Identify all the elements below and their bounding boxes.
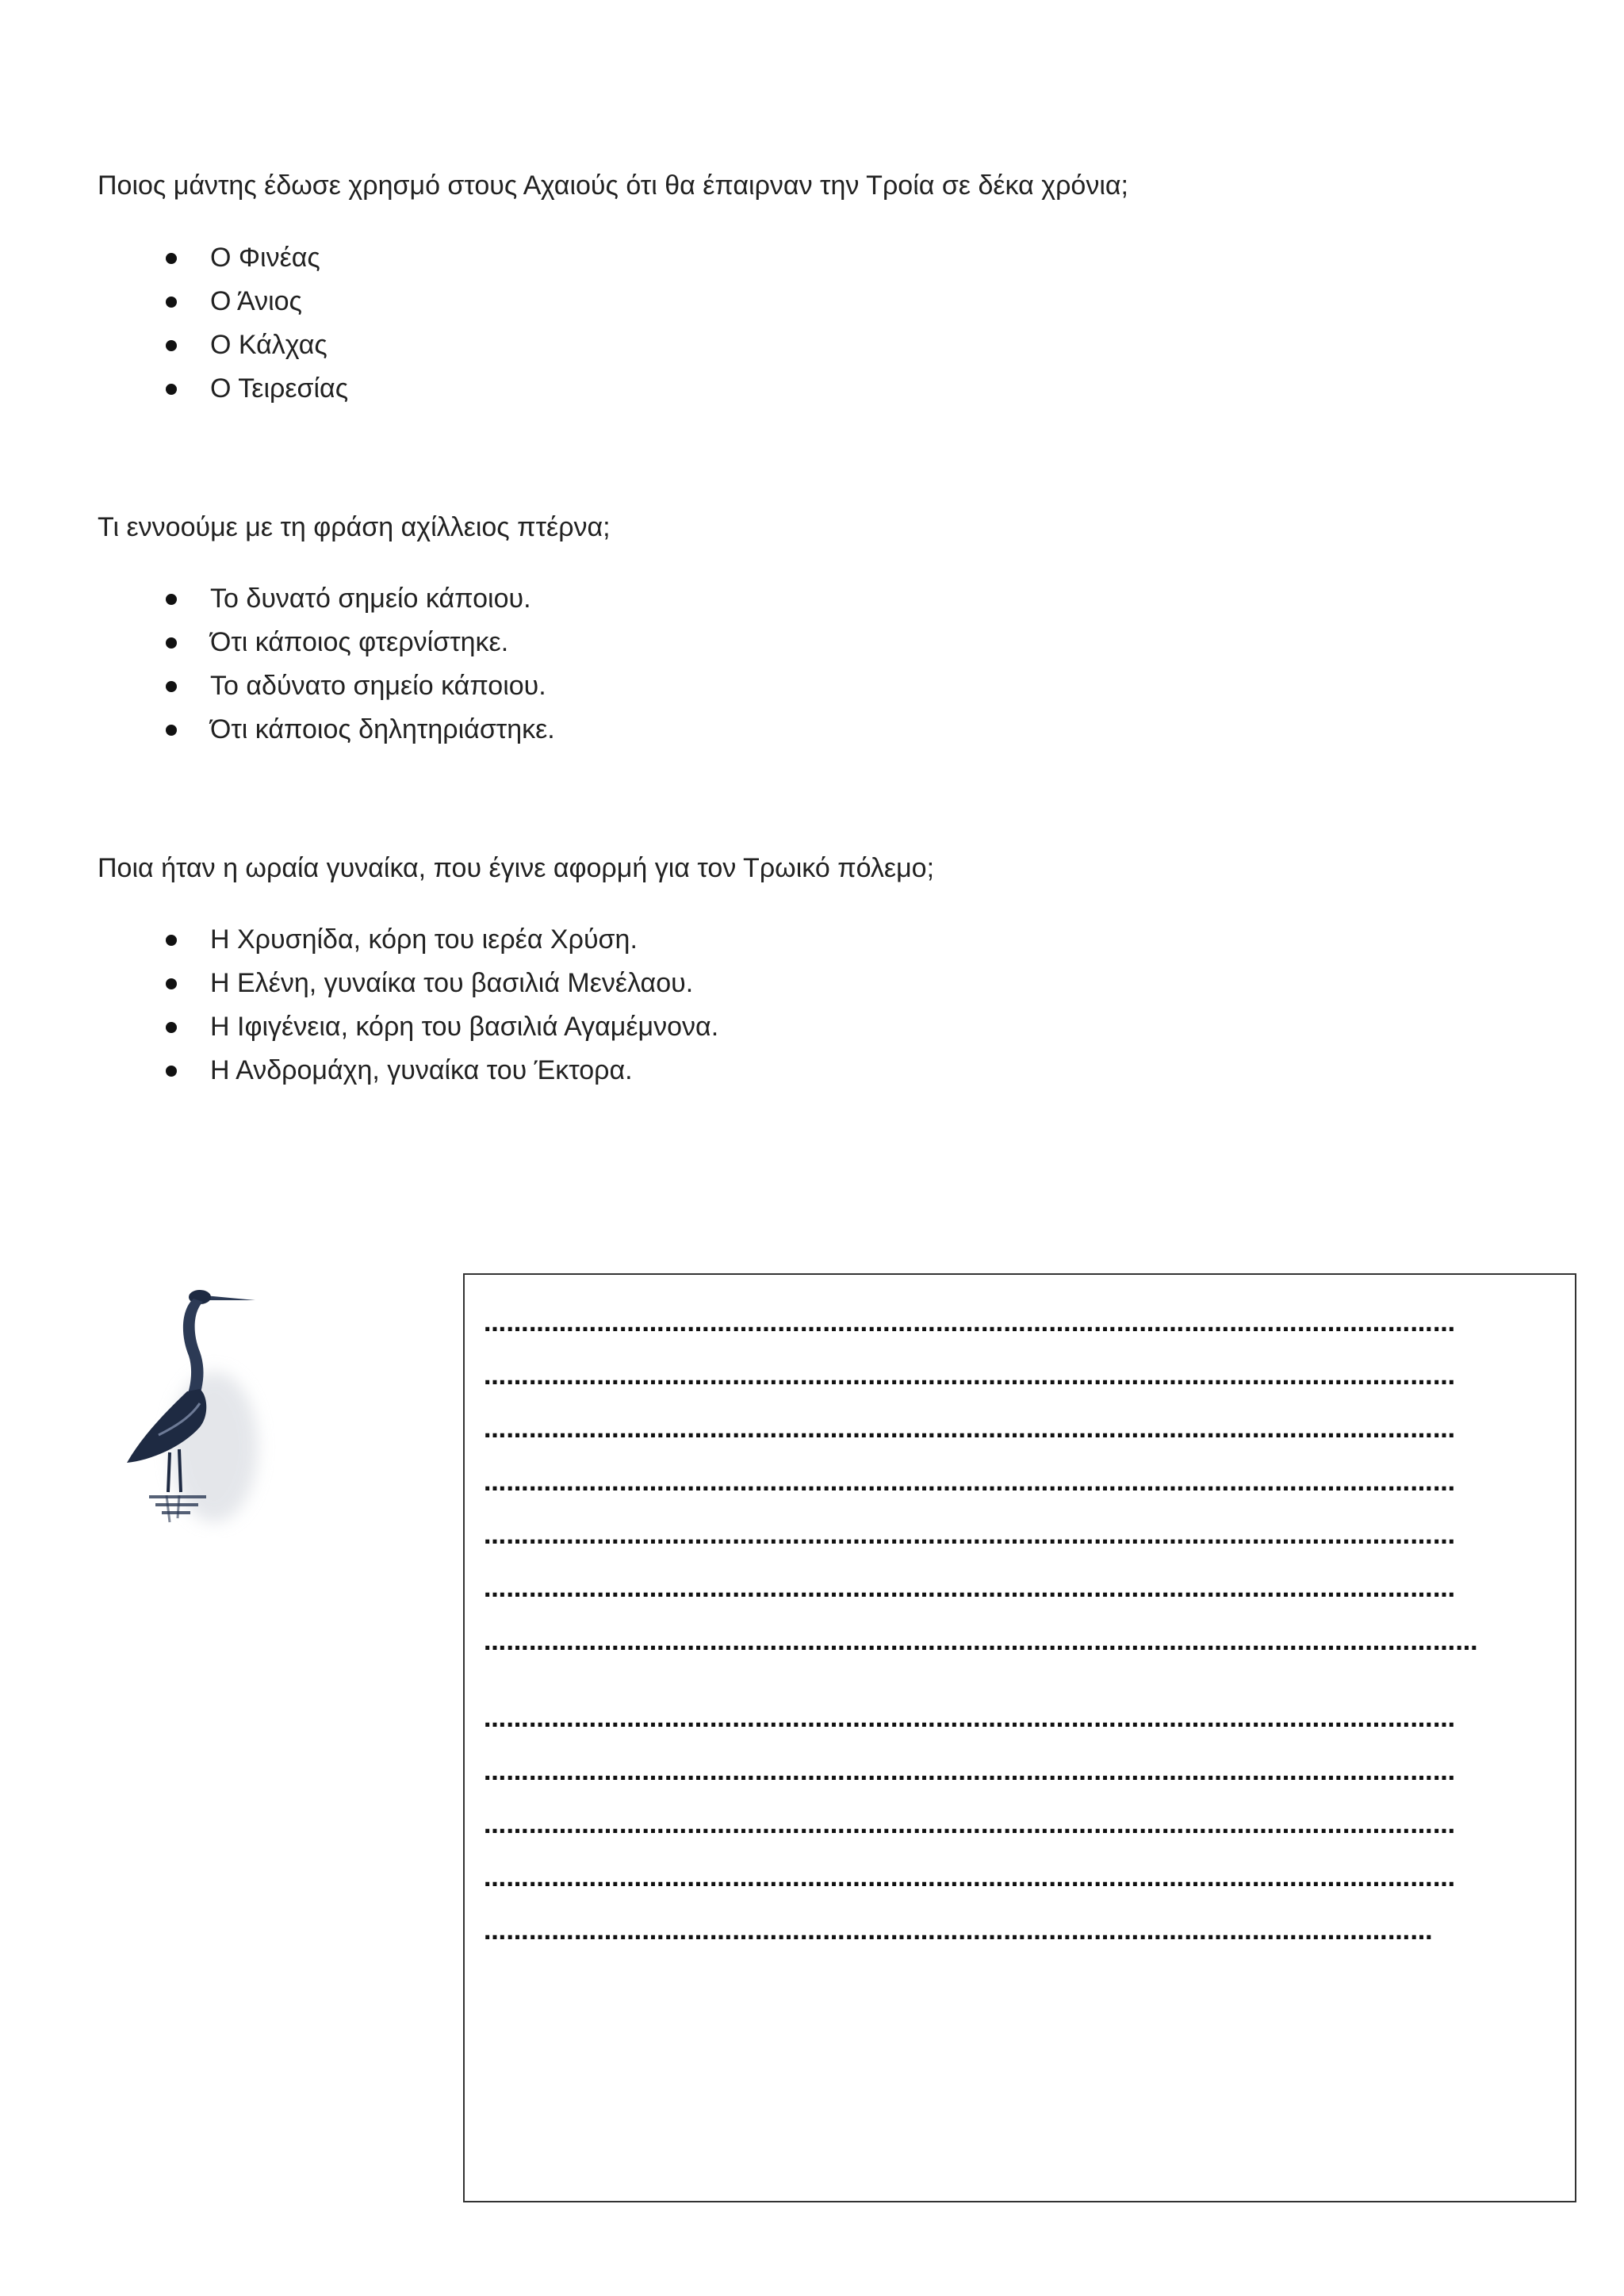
option-item — [163, 621, 555, 664]
writing-line: ………………………………………………………………………………………………………………… — [484, 1812, 1456, 1839]
option-item — [163, 962, 718, 1005]
writing-line: ………………………………………………………………………………………………………………… — [484, 1364, 1456, 1390]
writing-line: ………………………………………………………………………………………………………………… — [484, 1759, 1456, 1785]
option-item — [163, 708, 555, 752]
option-label: Η Ιφιγένεια, κόρη του βασιλιά Αγαμέμνονα. — [210, 1012, 719, 1042]
bullet-icon — [166, 978, 177, 989]
option-label: Η Ελένη, γυναίκα του βασιλιά Μενέλαου. — [210, 968, 694, 998]
bullet-icon — [166, 340, 177, 351]
question-3-options — [163, 918, 718, 1093]
bullet-icon — [166, 935, 177, 946]
bullet-icon — [166, 1022, 177, 1033]
option-label: Η Χρυσηίδα, κόρη του ιερέα Χρύση. — [210, 924, 638, 955]
option-item — [163, 236, 348, 280]
option-item — [163, 323, 348, 367]
answer-box — [463, 1273, 1576, 2202]
option-item — [163, 577, 555, 621]
bullet-icon — [166, 297, 177, 308]
question-1: Ποιος μάντης έδωσε χρησμό στους Αχαιούς ότι θα έπαιρναν την Τροία σε δέκα χρόνια; — [98, 170, 1128, 201]
bullet-icon — [166, 725, 177, 736]
heron-icon — [111, 1276, 301, 1538]
bullet-icon — [166, 594, 177, 605]
question-3: Ποια ήταν η ωραία γυναίκα, που έγινε αφορμή για τον Τρωικό πόλεμο; — [98, 853, 935, 883]
question-2-options — [163, 577, 555, 752]
option-label: Το αδύνατο σημείο κάποιου. — [210, 671, 546, 701]
writing-line: ………………………………………………………………………………………………………………… — [484, 1311, 1456, 1337]
question-1-options — [163, 236, 348, 411]
writing-line: ………………………………………………………………………………………………………………… — [484, 1470, 1456, 1496]
option-item — [163, 664, 555, 708]
writing-line: ………………………………………………………………………………………………………………… — [484, 1417, 1456, 1443]
bullet-icon — [166, 384, 177, 395]
option-item — [163, 918, 718, 962]
bullet-icon — [166, 1066, 177, 1077]
option-item — [163, 1049, 718, 1093]
bullet-icon — [166, 253, 177, 264]
option-item — [163, 280, 348, 323]
option-label: Ο Φινέας — [210, 243, 320, 273]
bullet-icon — [166, 637, 177, 649]
writing-line: ………………………………………………………………………………………………………………… — [484, 1576, 1456, 1602]
writing-line: ………………………………………………………………………………………………………………… — [484, 1706, 1456, 1732]
option-item — [163, 367, 348, 411]
option-label: Ότι κάποιος δηλητηριάστηκε. — [210, 714, 555, 744]
writing-line: ………………………………………………………………………………………………………………… — [484, 1523, 1456, 1549]
question-2: Τι εννοούμε με τη φράση αχίλλειος πτέρνα; — [98, 512, 611, 542]
option-label: Ο Άνιος — [210, 286, 302, 316]
writing-line: …………………………………………………………………………………………………………………… — [484, 1629, 1478, 1655]
option-label: Το δυνατό σημείο κάποιου. — [210, 584, 531, 614]
writing-line: ………………………………………………………………………………………………………………… — [484, 1866, 1456, 1892]
option-item — [163, 1005, 718, 1049]
writing-line: ……………………………………………………………………………………………………………… — [484, 1919, 1433, 1945]
option-label: Ο Κάλχας — [210, 330, 327, 360]
writing-lines — [484, 1297, 1478, 1958]
option-label: Η Ανδρομάχη, γυναίκα του Έκτορα. — [210, 1055, 633, 1085]
option-label: Ο Τειρεσίας — [210, 373, 349, 404]
option-label: Ότι κάποιος φτερνίστηκε. — [210, 627, 509, 657]
bullet-icon — [166, 681, 177, 692]
